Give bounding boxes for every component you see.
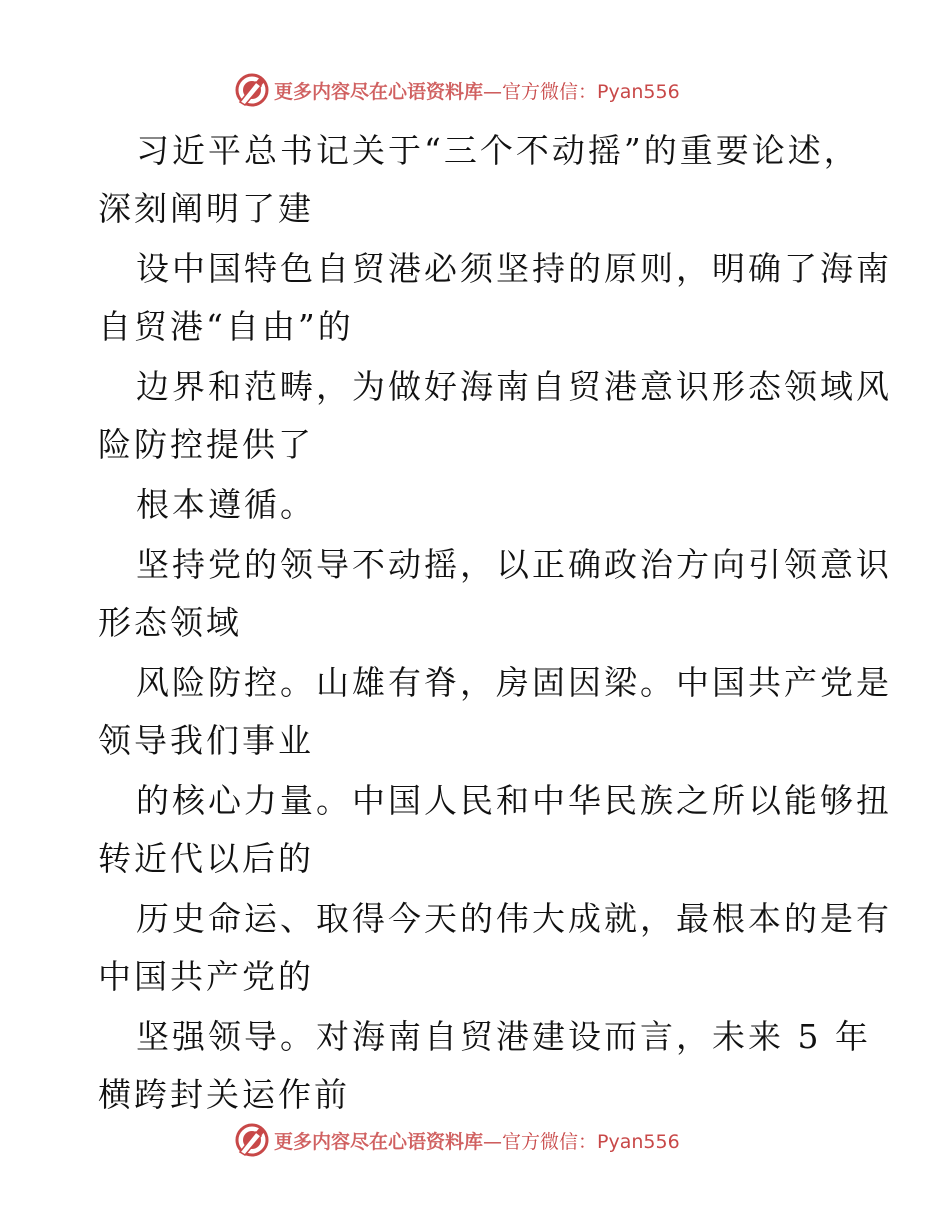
paragraph-line: 历史命运、取得今天的伟大成就，最根本的是有 [136, 899, 892, 938]
paragraph [98, 476, 858, 534]
paragraph-line: 领导我们事业 [98, 721, 314, 760]
paragraph-line: 中国共产党的 [98, 957, 314, 996]
watermark-contact: —官方微信：Pyan556 [483, 1130, 680, 1153]
paragraph-line: 深刻阐明了建 [98, 189, 314, 228]
paragraph-line: 边界和范畴，为做好海南自贸港意识形态领域风 [136, 367, 892, 406]
paragraph-line: 设中国特色自贸港必须坚持的原则，明确了海南 [136, 249, 892, 288]
document-body [98, 122, 892, 1126]
watermark-header [234, 72, 680, 108]
paragraph-line: 转近代以后的 [98, 839, 314, 878]
paragraph [98, 240, 892, 356]
paragraph-line: 险防控提供了 [98, 425, 314, 464]
paragraph [98, 890, 892, 1006]
paragraph-line: 风险防控。山雄有脊，房固因梁。中国共产党是 [136, 663, 892, 702]
paragraph-line: 坚强领导。对海南自贸港建设而言，未来 5 年 [136, 1017, 871, 1056]
paragraph [98, 536, 892, 652]
watermark-contact: —官方微信：Pyan556 [483, 80, 680, 103]
watermark-footer [234, 1122, 680, 1158]
paragraph [98, 1008, 871, 1124]
paragraph-line: 自贸港“自由”的 [98, 307, 354, 346]
watermark-footer-text [274, 1127, 680, 1154]
paragraph-line: 习近平总书记关于“三个不动摇”的重要论述， [136, 131, 860, 170]
paragraph [98, 122, 858, 238]
paragraph [98, 358, 892, 474]
paragraph-line: 横跨封关运作前 [98, 1075, 350, 1114]
watermark-brand: 更多内容尽在心语资料库 [274, 80, 484, 103]
paragraph-line: 形态领域 [98, 603, 242, 642]
paragraph-line: 根本遵循。 [136, 485, 316, 524]
watermark-header-text [274, 77, 680, 104]
paragraph-line: 坚持党的领导不动摇，以正确政治方向引领意识 [136, 545, 892, 584]
paragraph [98, 654, 892, 770]
pen-logo-icon [234, 1122, 270, 1158]
pen-logo-icon [234, 72, 270, 108]
paragraph-line: 的核心力量。中国人民和中华民族之所以能够扭 [136, 781, 892, 820]
watermark-brand: 更多内容尽在心语资料库 [274, 1130, 484, 1153]
paragraph [98, 772, 892, 888]
